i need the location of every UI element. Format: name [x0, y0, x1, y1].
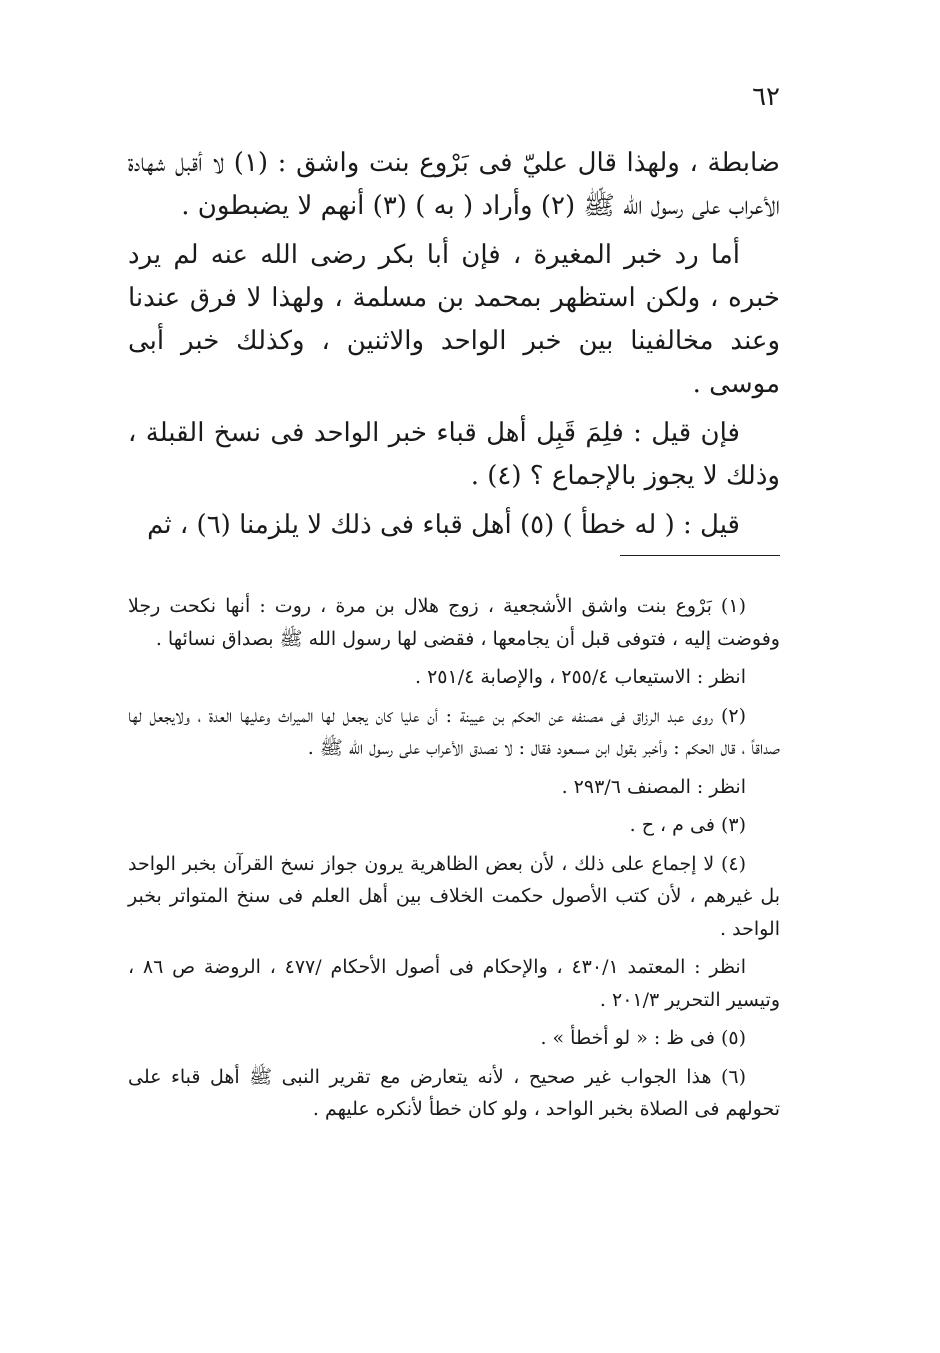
main-text-body: [128, 142, 780, 553]
main-paragraph: أما رد خبر المغيرة ، فإن أبا بكر رضى الله عنه لم يرد خبره ، ولكن استظهر بمحمد بن مسلمة ، ولهذا لا فرق عندنا وعند مخالفينا بين خبر الواحد والاثنين ، وكذلك خبر أبى موسى .: [128, 240, 780, 399]
footnote-reference: انظر : المعتمد ٤٣٠/١ ، والإحكام فى أصول الأحكام /٤٧٧ ، الروضة ص ٨٦ ، وتيسير التحرير ٢٠١/٣ .: [128, 956, 780, 1011]
footnote-reference: انظر : الاستيعاب ٢٥٥/٤ ، والإصابة ٢٥١/٤ .: [414, 666, 746, 688]
page-number: ٦٢: [752, 82, 780, 112]
main-paragraph: فإن قيل : فلِمَ قَبِل أهل قباء خبر الواحد فى نسخ القبلة ، وذلك لا يجوز بالإجماع ؟ (٤) .: [128, 418, 780, 491]
footnote-3: (٣) فى م ، ح .: [629, 814, 746, 836]
main-paragraph: ضابطة ، ولهذا قال عليّ فى بَرْوع بنت واشق : (١) لا أقبل شهادة الأعراب على رسول الله ﷺ (٢) وأراد ( به ) (٣) أنهم لا يضبطون .: [128, 148, 781, 221]
footnote-4: (٤) لا إجماع على ذلك ، لأن بعض الظاهرية يرون جواز نسخ القرآن بخبر الواحد بل غيرهم ، لأن كتب الأصول حكمت الخلاف بين أهل العلم فى سنخ المتواتر بخبر الواحد .: [128, 852, 780, 940]
footnote-divider: [620, 555, 780, 556]
footnote-reference: انظر : المصنف ٢٩٣/٦ .: [561, 775, 746, 798]
footnotes-section: [128, 590, 780, 1132]
footnote-6: (٦) هذا الجواب غير صحيح ، لأنه يتعارض مع تقرير النبى ﷺ أهل قباء على تحولهم فى الصلاة بخبر الواحد ، ولو كان خطأ لأنكره عليهم .: [128, 1065, 780, 1120]
footnote-5: (٥) فى ظ : « لو أخطأ » .: [540, 1027, 746, 1049]
footnote-2: (٢) روى عبد الرزاق فى مصنفه عن الحكم بن عيينة : أن عليا كان يجعل لها الميراث وعليها العدة ، ولايجعل لها صداقاً ، قال الحكم : وأخبر بقول ابن مسعود فقال : لا نصدق الأعراب على رسول الله ﷺ .: [128, 704, 780, 759]
main-paragraph: قيل : ( له خطأ ) (٥) أهل قباء فى ذلك لا يلزمنا (٦) ، ثم: [147, 510, 740, 540]
footnote-1: (١) بَرْوع بنت واشق الأشجعية ، زوج هلال بن مرة ، روت : أنها نكحت رجلا وفوضت إليه ، فتوفى قبل أن يجامعها ، فقضى لها رسول الله ﷺ بصداق نسائها .: [128, 595, 780, 650]
